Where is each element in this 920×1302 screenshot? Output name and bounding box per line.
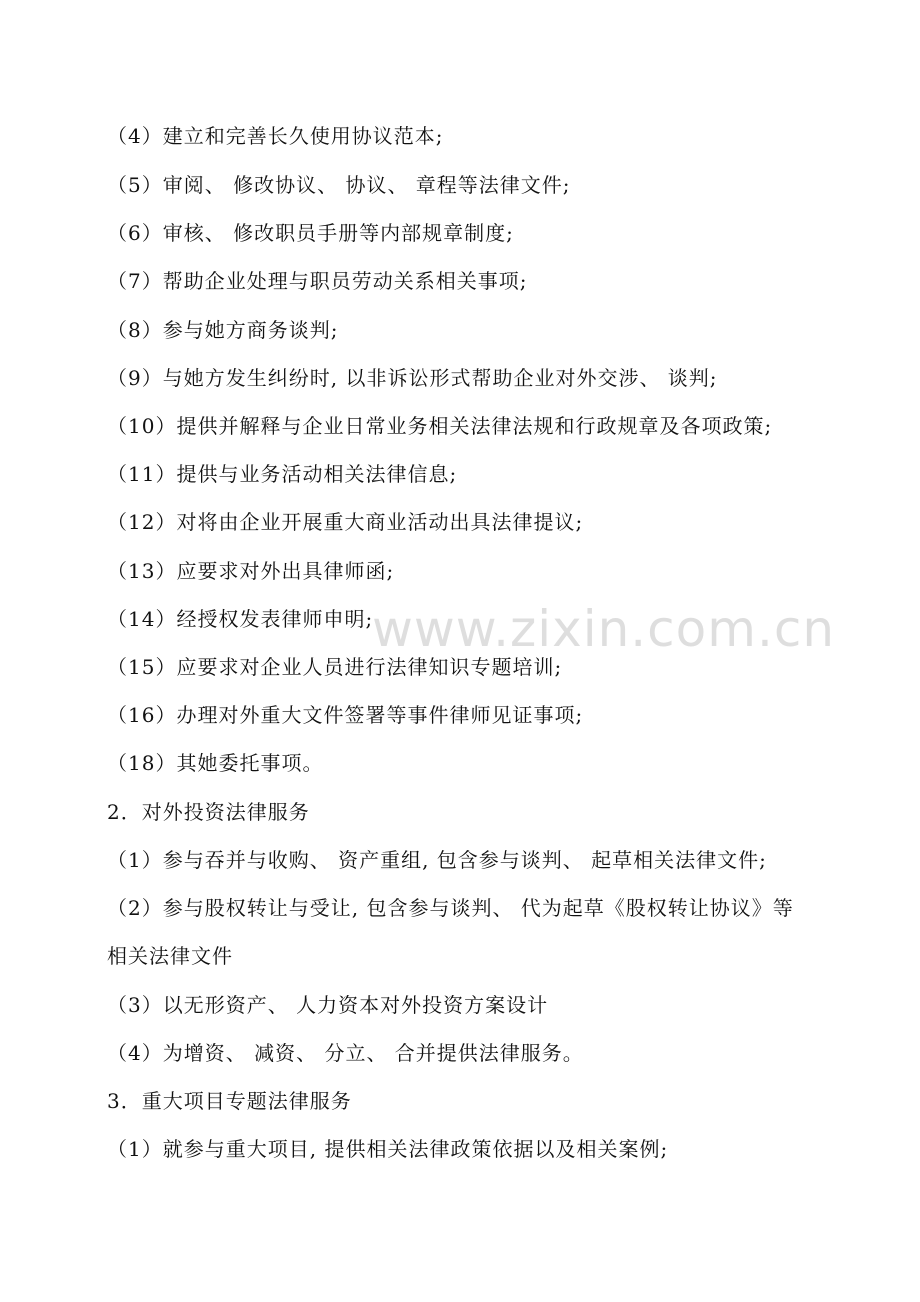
list-item: （14）经授权发表律师申明;	[107, 607, 374, 631]
list-item: （3）以无形资产、 人力资本对外投资方案设计	[107, 993, 549, 1017]
list-item: （4）建立和完善长久使用协议范本;	[107, 124, 444, 148]
list-item: （4）为增资、 减资、 分立、 合并提供法律服务。	[107, 1041, 584, 1065]
list-item: （6）审核、 修改职员手册等内部规章制度;	[107, 221, 514, 245]
section-heading: 3．重大项目专题法律服务	[107, 1089, 352, 1113]
section-heading: 2．对外投资法律服务	[107, 800, 310, 824]
list-item: （11）提供与业务活动相关法律信息;	[107, 462, 458, 486]
list-item: （13）应要求对外出具律师函;	[107, 559, 395, 583]
list-item: （8）参与她方商务谈判;	[107, 318, 339, 342]
list-item: （5）审阅、 修改协议、 协议、 章程等法律文件;	[107, 173, 571, 197]
list-item: （15）应要求对企业人员进行法律知识专题培训;	[107, 655, 563, 679]
list-item: （18）其她委托事项。	[107, 751, 324, 775]
list-item: （9）与她方发生纠纷时, 以非诉讼形式帮助企业对外交涉、 谈判;	[107, 366, 718, 390]
list-item: （12）对将由企业开展重大商业活动出具法律提议;	[107, 510, 584, 534]
list-item: （16）办理对外重大文件签署等事件律师见证事项;	[107, 703, 584, 727]
watermark: www.zixin.com.cn	[372, 600, 836, 658]
list-item: （7）帮助企业处理与职员劳动关系相关事项;	[107, 269, 528, 293]
list-item: （1）参与吞并与收购、 资产重组, 包含参与谈判、 起草相关法律文件;	[107, 848, 767, 872]
list-item: （10）提供并解释与企业日常业务相关法律法规和行政规章及各项政策;	[107, 414, 773, 438]
list-item: （2）参与股权转让与受让, 包含参与谈判、 代为起草《股权转让协议》等	[107, 896, 794, 920]
list-item-continuation: 相关法律文件	[107, 944, 233, 968]
list-item: （1）就参与重大项目, 提供相关法律政策依据以及相关案例;	[107, 1137, 669, 1161]
